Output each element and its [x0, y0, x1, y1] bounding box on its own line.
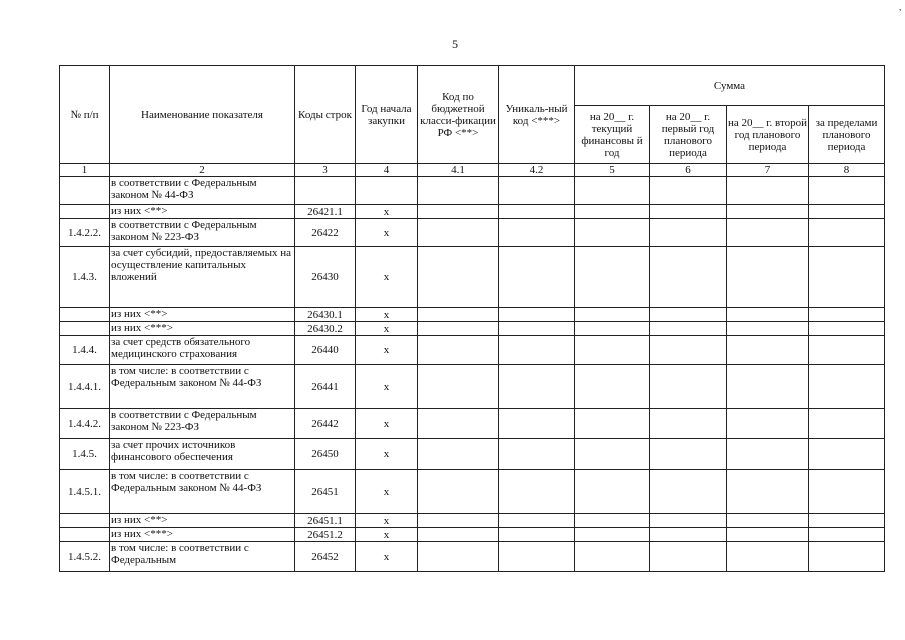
column-number: 6 — [650, 164, 727, 177]
page-number: 5 — [452, 37, 458, 51]
row-name: за счет субсидий, предоставляемых на осуществление капитальных вложений — [110, 247, 295, 308]
header-sum-second: на 20__ г. второй год планового периода — [727, 106, 809, 164]
value-cell — [575, 514, 650, 528]
value-cell — [575, 247, 650, 308]
column-number: 4.1 — [418, 164, 499, 177]
value-cell — [727, 528, 809, 542]
table-row — [60, 470, 885, 514]
value-cell — [650, 308, 727, 322]
value-cell — [809, 336, 885, 365]
value-cell — [575, 308, 650, 322]
row-name: в том числе: в соответствии с Федеральным — [110, 542, 295, 572]
value-cell — [499, 439, 575, 470]
value-cell — [418, 177, 499, 205]
column-number: 7 — [727, 164, 809, 177]
value-cell — [575, 336, 650, 365]
value-cell — [499, 365, 575, 409]
table-row — [60, 205, 885, 219]
value-cell — [650, 365, 727, 409]
row-num: 1.4.4.2. — [60, 409, 110, 439]
row-name: в соответствии с Федеральным законом № 223-ФЗ — [110, 219, 295, 247]
row-code: 26430 — [295, 247, 356, 308]
header-num: № п/п — [60, 66, 110, 164]
header-name: Наименование показателя — [110, 66, 295, 164]
row-name: за счет прочих источников финансового обеспечения — [110, 439, 295, 470]
column-number: 4 — [356, 164, 418, 177]
row-year: x — [356, 528, 418, 542]
value-cell — [499, 308, 575, 322]
row-code: 26430.2 — [295, 322, 356, 336]
header-sum-first: на 20__ г. первый год планового периода — [650, 106, 727, 164]
value-cell — [650, 205, 727, 219]
table-row — [60, 409, 885, 439]
value-cell — [499, 542, 575, 572]
value-cell — [499, 470, 575, 514]
row-year: x — [356, 322, 418, 336]
value-cell — [575, 322, 650, 336]
row-num: 1.4.5.1. — [60, 470, 110, 514]
row-year: x — [356, 470, 418, 514]
row-num: 1.4.5.2. — [60, 542, 110, 572]
row-num — [60, 205, 110, 219]
value-cell — [650, 470, 727, 514]
table-row — [60, 219, 885, 247]
value-cell — [727, 439, 809, 470]
row-code: 26441 — [295, 365, 356, 409]
value-cell — [727, 409, 809, 439]
row-num: 1.4.4.1. — [60, 365, 110, 409]
table-row — [60, 365, 885, 409]
table-row — [60, 322, 885, 336]
value-cell — [727, 365, 809, 409]
value-cell — [499, 247, 575, 308]
value-cell — [727, 219, 809, 247]
value-cell — [650, 514, 727, 528]
value-cell — [418, 514, 499, 528]
value-cell — [418, 439, 499, 470]
row-code: 26451.2 — [295, 528, 356, 542]
table-row — [60, 308, 885, 322]
value-cell — [418, 365, 499, 409]
value-cell — [650, 247, 727, 308]
row-year — [356, 177, 418, 205]
value-cell — [727, 336, 809, 365]
row-code: 26422 — [295, 219, 356, 247]
value-cell — [809, 247, 885, 308]
value-cell — [418, 470, 499, 514]
value-cell — [727, 514, 809, 528]
value-cell — [499, 528, 575, 542]
row-num — [60, 177, 110, 205]
row-name: в том числе: в соответствии с Федеральным законом № 44-ФЗ — [110, 365, 295, 409]
row-num: 1.4.3. — [60, 247, 110, 308]
corner-mark: , — [899, 2, 902, 12]
row-num — [60, 322, 110, 336]
value-cell — [650, 336, 727, 365]
header-sum: Сумма — [575, 66, 885, 106]
table-row — [60, 528, 885, 542]
row-year: x — [356, 365, 418, 409]
value-cell — [499, 205, 575, 219]
column-number: 2 — [110, 164, 295, 177]
value-cell — [575, 528, 650, 542]
value-cell — [809, 514, 885, 528]
value-cell — [727, 247, 809, 308]
row-num: 1.4.5. — [60, 439, 110, 470]
column-number: 3 — [295, 164, 356, 177]
table-row — [60, 439, 885, 470]
row-year: x — [356, 205, 418, 219]
row-code: 26450 — [295, 439, 356, 470]
value-cell — [575, 365, 650, 409]
value-cell — [575, 219, 650, 247]
value-cell — [809, 308, 885, 322]
value-cell — [499, 514, 575, 528]
value-cell — [809, 219, 885, 247]
row-code — [295, 177, 356, 205]
column-number: 8 — [809, 164, 885, 177]
header-sum-beyond: за пределами планового периода — [809, 106, 885, 164]
row-year: x — [356, 514, 418, 528]
row-name: в соответствии с Федеральным законом № 223-ФЗ — [110, 409, 295, 439]
value-cell — [650, 409, 727, 439]
row-code: 26421.1 — [295, 205, 356, 219]
value-cell — [809, 439, 885, 470]
value-cell — [499, 322, 575, 336]
value-cell — [727, 177, 809, 205]
row-code: 26451 — [295, 470, 356, 514]
header-code: Коды строк — [295, 66, 356, 164]
value-cell — [809, 177, 885, 205]
row-year: x — [356, 336, 418, 365]
column-number: 5 — [575, 164, 650, 177]
row-num: 1.4.4. — [60, 336, 110, 365]
table-row — [60, 514, 885, 528]
row-name: из них <**> — [110, 514, 295, 528]
value-cell — [809, 470, 885, 514]
row-year: x — [356, 542, 418, 572]
value-cell — [499, 177, 575, 205]
row-num — [60, 528, 110, 542]
row-num — [60, 514, 110, 528]
row-year: x — [356, 439, 418, 470]
value-cell — [575, 439, 650, 470]
value-cell — [499, 336, 575, 365]
value-cell — [499, 219, 575, 247]
table-row — [60, 247, 885, 308]
value-cell — [418, 205, 499, 219]
header-sum-current: на 20__ г. текущий финансовы й год — [575, 106, 650, 164]
value-cell — [418, 247, 499, 308]
row-code: 26451.1 — [295, 514, 356, 528]
row-name: за счет средств обязательного медицинского страхования — [110, 336, 295, 365]
column-number: 4.2 — [499, 164, 575, 177]
table-row — [60, 336, 885, 365]
value-cell — [650, 528, 727, 542]
row-name: из них <**> — [110, 205, 295, 219]
value-cell — [809, 205, 885, 219]
value-cell — [418, 336, 499, 365]
value-cell — [575, 205, 650, 219]
value-cell — [575, 470, 650, 514]
header-unique-code: Уникаль-ный код <***> — [499, 66, 575, 164]
row-code: 26442 — [295, 409, 356, 439]
value-cell — [650, 439, 727, 470]
row-name: из них <***> — [110, 322, 295, 336]
row-num — [60, 308, 110, 322]
value-cell — [727, 205, 809, 219]
value-cell — [809, 322, 885, 336]
value-cell — [650, 322, 727, 336]
value-cell — [418, 322, 499, 336]
value-cell — [575, 177, 650, 205]
row-year: x — [356, 247, 418, 308]
table-row — [60, 177, 885, 205]
value-cell — [418, 409, 499, 439]
value-cell — [650, 177, 727, 205]
column-number: 1 — [60, 164, 110, 177]
value-cell — [418, 542, 499, 572]
value-cell — [418, 528, 499, 542]
table-row — [60, 542, 885, 572]
header-budget-code: Код по бюджетной класси-фикации РФ <**> — [418, 66, 499, 164]
value-cell — [575, 409, 650, 439]
value-cell — [650, 219, 727, 247]
row-year: x — [356, 219, 418, 247]
value-cell — [727, 322, 809, 336]
value-cell — [727, 470, 809, 514]
value-cell — [809, 542, 885, 572]
row-num: 1.4.2.2. — [60, 219, 110, 247]
value-cell — [499, 409, 575, 439]
value-cell — [650, 542, 727, 572]
row-name: из них <***> — [110, 528, 295, 542]
row-code: 26430.1 — [295, 308, 356, 322]
value-cell — [809, 528, 885, 542]
value-cell — [809, 365, 885, 409]
row-code: 26452 — [295, 542, 356, 572]
row-name: из них <**> — [110, 308, 295, 322]
row-name: в том числе: в соответствии с Федеральным законом № 44-ФЗ — [110, 470, 295, 514]
value-cell — [418, 219, 499, 247]
value-cell — [727, 542, 809, 572]
report-table — [59, 65, 885, 572]
value-cell — [418, 308, 499, 322]
value-cell — [727, 308, 809, 322]
value-cell — [809, 409, 885, 439]
header-year: Год начала закупки — [356, 66, 418, 164]
column-number-row — [60, 164, 885, 177]
row-code: 26440 — [295, 336, 356, 365]
row-year: x — [356, 409, 418, 439]
row-year: x — [356, 308, 418, 322]
value-cell — [575, 542, 650, 572]
row-name: в соответствии с Федеральным законом № 44-ФЗ — [110, 177, 295, 205]
